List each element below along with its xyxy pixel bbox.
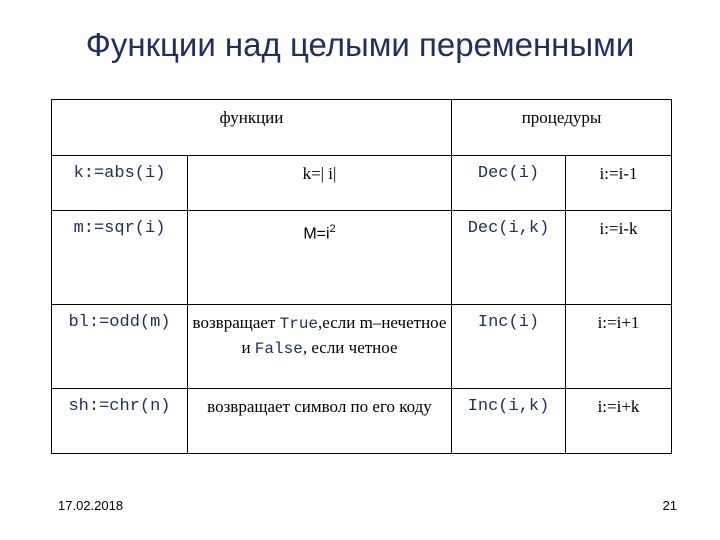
table-row	[52, 389, 672, 454]
function-code: bl:=odd(m)	[52, 305, 188, 389]
function-description: возвращает символ по его коду	[188, 389, 452, 454]
slide-date: 17.02.2018	[58, 498, 124, 513]
procedure-code: Inc(i,k)	[452, 389, 566, 454]
function-description: k=| i|	[188, 156, 452, 211]
table-header-row	[52, 100, 672, 156]
function-code: m:=sqr(i)	[52, 211, 188, 305]
header-procedures: процедуры	[452, 100, 672, 156]
function-description	[188, 305, 452, 389]
keyword-false: False	[254, 340, 303, 358]
procedure-description: i:=i+k	[566, 389, 672, 454]
procedure-code: Dec(i)	[452, 156, 566, 211]
procedure-code: Inc(i)	[452, 305, 566, 389]
table-row	[52, 305, 672, 389]
slide-title: Функции над целыми переменными	[85, 26, 635, 63]
procedure-description: i:=i-k	[566, 211, 672, 305]
functions-table	[51, 99, 672, 454]
keyword-true: True	[279, 315, 319, 333]
description-text: возвращает	[192, 313, 280, 332]
table-row	[52, 156, 672, 211]
procedure-description: i:=i+1	[566, 305, 672, 389]
header-functions: функции	[52, 100, 452, 156]
description-base: M=i	[303, 225, 330, 243]
procedure-code: Dec(i,k)	[452, 211, 566, 305]
page-number: 21	[662, 498, 677, 513]
function-description	[188, 211, 452, 305]
description-text: ,если m–нечетное и	[241, 313, 447, 357]
table-row	[52, 211, 672, 305]
function-code: k:=abs(i)	[52, 156, 188, 211]
function-code: sh:=chr(n)	[52, 389, 188, 454]
description-exponent: 2	[329, 223, 336, 235]
procedure-description: i:=i-1	[566, 156, 672, 211]
description-text: , если четное	[302, 338, 398, 357]
